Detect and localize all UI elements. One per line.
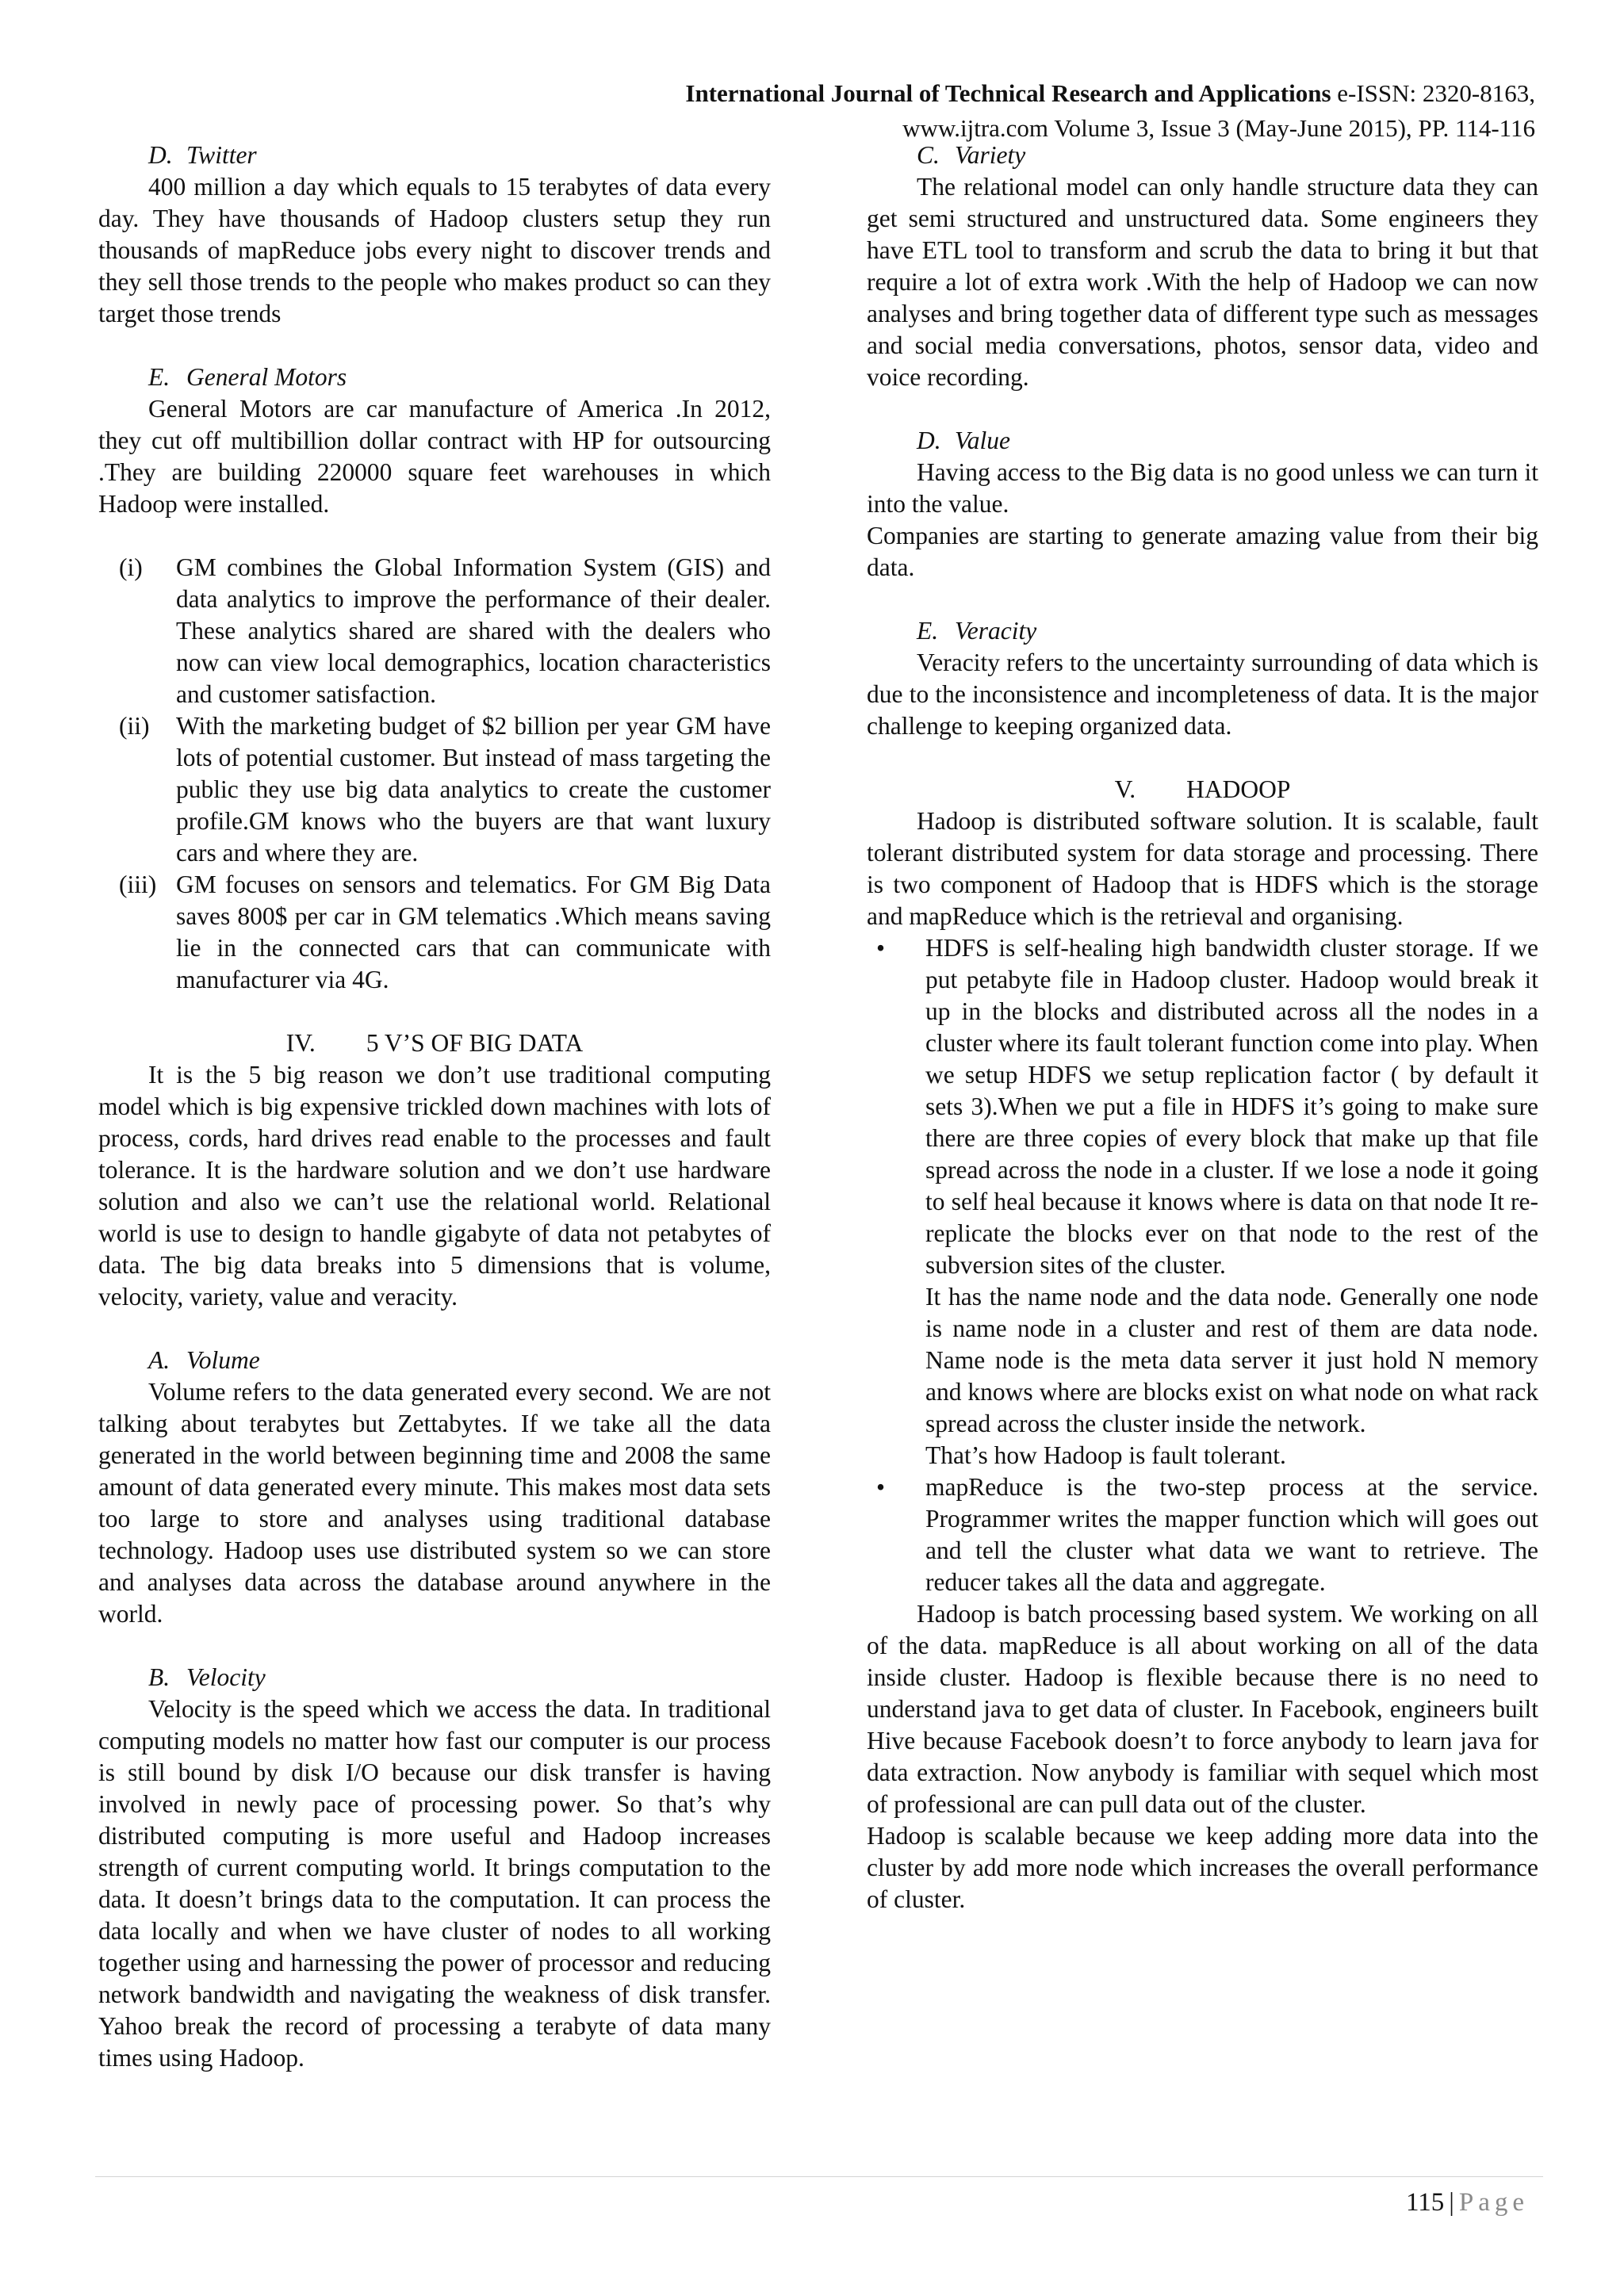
subsection-number: D. (917, 427, 941, 454)
list-item (98, 869, 771, 996)
section-number: IV. (285, 1029, 316, 1057)
page-word: Page (1458, 2188, 1529, 2217)
variety-paragraph: The relational model can only handle structure data they can get semi structured and unstructured data. Some engineers they have ETL tool to transform and scrub the data to bring it but that require a lot of extra work .With the help of Hadoop we can now analyses and bring together data of different type such as messages and social media conversations, photos, sensor data, video and voice recording. (867, 173, 1538, 391)
left-column (98, 140, 771, 2074)
subsection-title: Veracity (955, 617, 1037, 645)
subsection-number: A. (148, 1346, 170, 1374)
scalable-paragraph: Hadoop is scalable because we keep adding more data into the cluster by add more node which increases the overall performance of cluster. (867, 1822, 1538, 1913)
list-marker: (i) (119, 553, 143, 581)
subsection-title: Volume (186, 1346, 260, 1374)
mapreduce-paragraph: mapReduce is the two-step process at the service. Programmer writes the mapper function which will goes out and tell the cluster what data we want to retrieve. The reducer takes all the data and aggregate. (925, 1473, 1538, 1596)
subsection-number: E. (917, 617, 939, 645)
section-heading-hadoop (867, 774, 1538, 806)
veracity-paragraph: Veracity refers to the uncertainty surrounding of data which is due to the inconsistence and incompleteness of data. It is the major challenge to keeping organized data. (867, 649, 1538, 740)
twitter-paragraph: 400 million a day which equals to 15 terabytes of data every day. They have thousands of Hadoop clusters setup they run thousands of mapReduce jobs every night to discover trends and they sell those trends to the people who makes product so can they target those trends (98, 173, 771, 327)
subsection-number: E. (148, 363, 170, 391)
list-item (98, 710, 771, 869)
subsection-number: C. (917, 141, 940, 169)
page-footer (1406, 2185, 1529, 2220)
subsection-title: Twitter (186, 141, 257, 169)
hdfs-paragraph-1: HDFS is self-healing high bandwidth cluster storage. If we put petabyte file in Hadoop cluster. Hadoop would break it up in the blocks and distributed across all the nodes in a cluster where its fault tolerant function come into play. When we setup HDFS we setup replication factor ( by default it sets 3).When we put a file in HDFS it’s going to make sure there are three copies of every block that make up that file spread across the node in a cluster. If we lose a node it going to self heal because it knows where is data on that node It re-replicate the blocks ever on that node to the rest of the subversion sites of the cluster. (925, 934, 1538, 1279)
five-vs-paragraph: It is the 5 big reason we don’t use traditional computing model which is big expensive trickled down machines with lots of process, cords, hard drives read enable to the processes and fault tolerance. It is the hardware solution and we don’t use hardware solution and also we can’t use the relational world. Relational world is use to design to handle gigabyte of data not petabytes of data. The big data breaks into 5 dimensions that is volume, velocity, variety, value and veracity. (98, 1061, 771, 1311)
page-number: 115 (1405, 2188, 1445, 2217)
subsection-title: Value (955, 427, 1010, 454)
subsection-heading-general-motors (98, 362, 771, 393)
list-marker: (iii) (119, 871, 157, 898)
journal-header (346, 76, 1535, 146)
hadoop-bullet-list (867, 932, 1538, 1598)
journal-title: International Journal of Technical Research and Applications (685, 79, 1331, 107)
list-item-text: GM combines the Global Information System (GIS) and data analytics to improve the performance of their dealer. These analytics shared are shared with the dealers who now can view local demographics, location characteristics and customer satisfaction. (176, 553, 771, 708)
subsection-heading-velocity (98, 1662, 771, 1693)
general-motors-paragraph: General Motors are car manufacture of America .In 2012, they cut off multibillion dollar contract with HP for outsourcing .They are building 220000 square feet warehouses in which Hadoop were installed. (98, 395, 771, 518)
hdfs-paragraph-2: It has the name node and the data node. Generally one node is name node in a cluster and rest of them are data node. Name node is the meta data server it just hold N memory and knows where are blocks exist on what node on what rack spread across the cluster inside the network. (925, 1283, 1538, 1437)
value-paragraph-2: Companies are starting to generate amazing value from their big data. (867, 522, 1538, 581)
volume-paragraph: Volume refers to the data generated every second. We are not talking about terabytes but Zettabytes. If we take all the data generated in the world between beginning time and 2008 the same amount of data generated every minute. This makes most data sets too large to store and analyses using traditional database technology. Hadoop uses use distributed system so we can store and analyses data across the database around anywhere in the world. (98, 1378, 771, 1628)
velocity-paragraph: Velocity is the speed which we access the data. In traditional computing models no matter how fast our computer is our process is still bound by disk I/O because our disk transfer is having involved in newly pace of processing power. So that’s why distributed computing is more useful and Hadoop increases strength of current computing world. It brings computation to the data. It doesn’t brings data to the computation. It can process the data locally and when we have cluster of nodes to all working together using and harnessing the power of processor and reducing network bandwidth and navigating the weakness of disk transfer. Yahoo break the record of processing a terabyte of data many times using Hadoop. (98, 1695, 771, 2072)
list-item-mapreduce (867, 1471, 1538, 1598)
list-item-text: GM focuses on sensors and telematics. For GM Big Data saves 800$ per car in GM telematics .Which means saving lie in the connected cars that can communicate with manufacturer via 4G. (176, 871, 771, 993)
hdfs-paragraph-3: That’s how Hadoop is fault tolerant. (925, 1441, 1286, 1469)
subsection-heading-value (867, 425, 1538, 457)
footer-separator: | (1449, 2188, 1454, 2217)
hadoop-paragraph: Hadoop is distributed software solution. It is scalable, fault tolerant distributed system for data storage and processing. There is two component of Hadoop that is HDFS which is the storage and mapReduce which is the retrieval and organising. (867, 807, 1538, 930)
right-column (867, 140, 1538, 1915)
value-paragraph: Having access to the Big data is no good unless we can turn it into the value. (867, 458, 1538, 518)
gm-roman-list (98, 552, 771, 996)
section-title: HADOOP (1186, 775, 1291, 803)
journal-volume-line: www.ijtra.com Volume 3, Issue 3 (May-June 2015), PP. 114-116 (902, 114, 1535, 142)
subsection-heading-veracity (867, 615, 1538, 647)
section-heading-5vs (98, 1027, 771, 1059)
section-title: 5 V’S OF BIG DATA (366, 1029, 584, 1057)
list-item (98, 552, 771, 710)
bullet-marker: • (876, 1473, 886, 1501)
subsection-number: D. (148, 141, 173, 169)
subsection-heading-twitter (98, 140, 771, 171)
header-line-1 (346, 76, 1535, 111)
subsection-title: General Motors (186, 363, 347, 391)
list-item-hdfs (867, 932, 1538, 1471)
list-item-text: With the marketing budget of $2 billion per year GM have lots of potential customer. But instead of mass targeting the public they use big data analytics to create the customer profile.GM knows who the buyers are that want luxury cars and where they are. (176, 712, 771, 867)
journal-issn: e-ISSN: 2320-8163, (1337, 79, 1535, 107)
batch-processing-paragraph: Hadoop is batch processing based system. We working on all of the data. mapReduce is all about working on all of the data inside cluster. Hadoop is flexible because there is no need to understand java to get data of cluster. In Facebook, engineers built Hive because Facebook doesn’t to force anybody to learn java for data extraction. Now anybody is familiar with sequel which most of professional are can pull data out of the cluster. (867, 1600, 1538, 1818)
bullet-marker: • (876, 934, 886, 962)
section-number: V. (1114, 775, 1136, 803)
subsection-title: Velocity (186, 1663, 266, 1691)
subsection-number: B. (148, 1663, 170, 1691)
subsection-heading-variety (867, 140, 1538, 171)
subsection-heading-volume (98, 1345, 771, 1376)
subsection-title: Variety (955, 141, 1026, 169)
list-marker: (ii) (119, 712, 150, 740)
footer-divider (95, 2176, 1543, 2177)
